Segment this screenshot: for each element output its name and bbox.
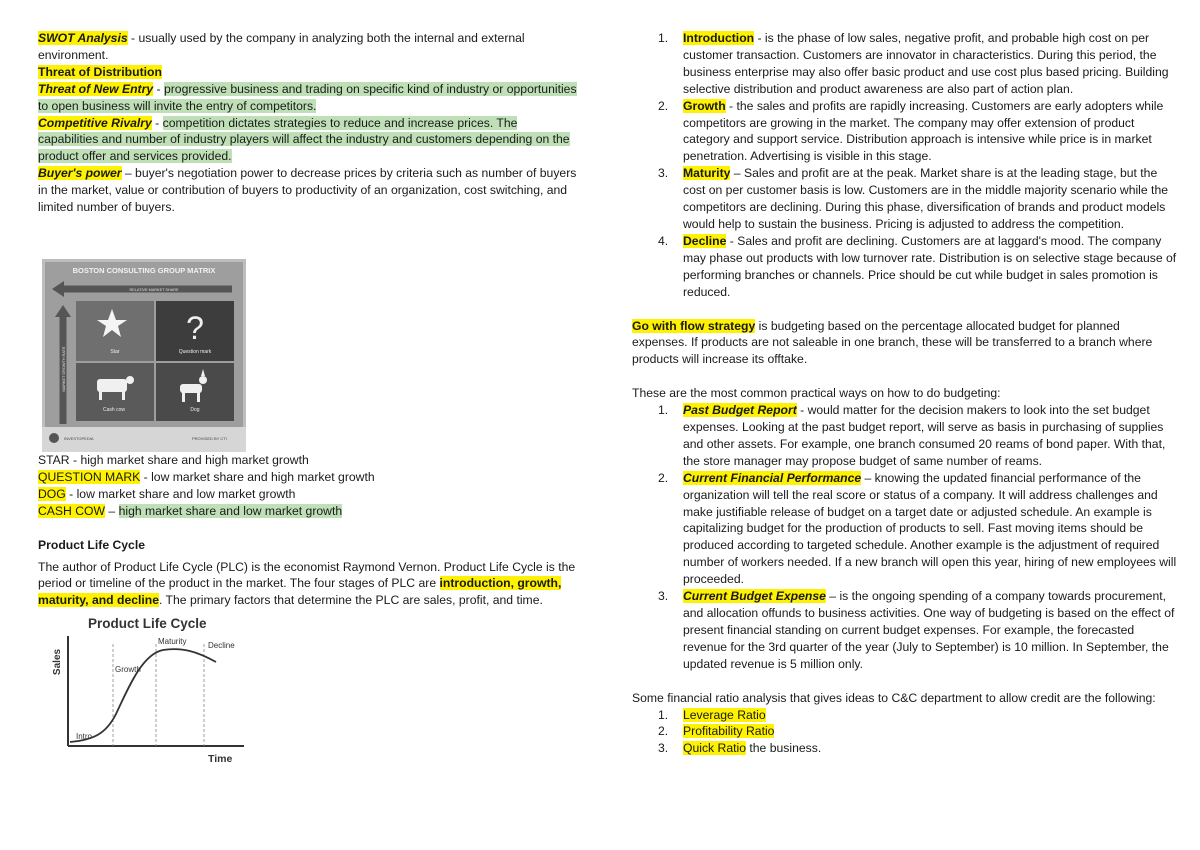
plc-heading: Product Life Cycle xyxy=(38,537,146,552)
plc-chart-xlabel: Time xyxy=(208,753,233,765)
plc-curve xyxy=(70,649,216,742)
budget-intro: These are the most common practical ways on how to do budgeting: xyxy=(632,386,1001,401)
bcg-footer: INVESTOPEDIA xyxy=(64,435,94,441)
plc-stage-growth: Growth xyxy=(115,665,141,675)
plc-stage-maturity: Maturity xyxy=(158,637,187,647)
plc-stage-intro: Intro xyxy=(76,732,93,742)
plc-stages: introduction, growth, maturity, and decline xyxy=(38,576,562,608)
flow-term: Go with flow strategy xyxy=(632,318,756,333)
plc-chart-title: Product Life Cycle xyxy=(88,616,207,632)
list-item: 1. Leverage Ratio xyxy=(658,707,766,722)
left-column xyxy=(38,30,578,764)
bcg-footer-right: PROVIDED BY CTI xyxy=(192,435,227,441)
bcg-dog-label: Dog xyxy=(190,406,200,413)
flow-paragraph: Go with flow strategy is budgeting based on the percentage allocated budget for planned expenses. If products are not saleable in one branch, these will be transferred to a branch where products will increase its offtake. xyxy=(632,318,1153,367)
bcg-title: BOSTON CONSULTING GROUP MATRIX xyxy=(72,265,216,275)
rivalry-term: Competitive Rivalry xyxy=(38,115,152,130)
bcg-question-label: Question mark xyxy=(178,348,212,355)
bcg-side-axis: MARKET GROWTH RATE xyxy=(62,346,66,392)
list-item: 1. Introduction - is the phase of low sales, negative profit, and probable high cost on per customer transaction. Customers are innovator in characteristics. During this period, the business enterprise may also offer basic product and use cost plus based pricing. Building selective distribution and product awareness are also part of action plan. xyxy=(658,31,1169,96)
new-entry-term: Threat of New Entry xyxy=(38,81,154,96)
plc-chart-image xyxy=(38,614,250,764)
budget-list xyxy=(632,402,1177,673)
list-item: 1. Past Budget Report - would matter for the decision makers to look into the set budget expenses. Looking at the past budget report, will serve as basis in purchasing of supplies and other assets. For example, one branch consumed 20 reams of bond paper. With that, the store manager may propose budget of same number of reams. xyxy=(658,403,1166,468)
buyers-term: Buyer's power xyxy=(38,166,122,181)
list-item: 4. Decline - Sales and profit are declining. Customers are at laggard's mood. The company may phase out products with low turnover rate. Distribution is on selective stage because of performing branches or channels. Price should be cut while budget in sales promotion is reduced. xyxy=(658,233,1177,299)
rivalry-paragraph: Competitive Rivalry - competition dictates strategies to reduce and increase prices. The capabilities and number of industry players will affect the industry and customers depending on the product offer and services provided. xyxy=(38,115,570,164)
swot-term: SWOT Analysis xyxy=(38,31,128,45)
list-item: 2. Profitability Ratio xyxy=(658,724,775,739)
plc-paragraph: The author of Product Life Cycle (PLC) is the economist Raymond Vernon. Product Life Cycle is the period or timeline of the product in the market. The four stages of PLC are introduction, growth, maturity, and decline. The primary factors that determine the PLC are sales, profit, and time. xyxy=(38,559,576,608)
plc-chart-ylabel: Sales xyxy=(52,649,63,676)
dog-line: DOG - low market share and low market growth xyxy=(38,486,296,501)
list-item: 3. Maturity – Sales and profit are at the peak. Market share is at the leading stage, but the cost on per customer basis is low. Customers are in the middle majority scenario while the competitors are declining. During this phase, diversification of brands and product models would help to sustain the business. Pricing is adjusted to address the competition. xyxy=(658,166,1168,231)
list-item: 3. Current Budget Expense – is the ongoing spending of a company towards procurement, and allocation offunds to business activities. One way of budgeting is based on the effect of present financial standing on current budget expenses. For example, the forecasted revenue for the 3rd quarter of the year (July to September) is 10 million. In September, the updated revenue is 5 million only. xyxy=(658,589,1175,671)
new-entry-text: progressive business and trading on specific kind of industry or opportunities to open business will invite the entry of competitors. xyxy=(38,81,577,113)
bcg-cow-label: Cash cow xyxy=(103,406,125,413)
new-entry-paragraph: Threat of New Entry - progressive business and trading on specific kind of industry or opportunities to open business will invite the entry of competitors. xyxy=(38,81,577,113)
buyers-paragraph xyxy=(38,165,578,216)
list-item: 2. Growth - the sales and profits are rapidly increasing. Customers are early adopters while competitors are growing in the market. The company may offer extension of product category and support service. Distribution approach is intensive while price is in market penetration. Advertising is visible in this stage. xyxy=(658,98,1164,164)
ratio-intro: Some financial ratio analysis that gives ideas to C&C department to allow credit are the following: xyxy=(632,690,1156,705)
bcg-top-axis: RELATIVE MARKET SHARE xyxy=(129,287,179,292)
bcg-star-label: Star xyxy=(110,348,120,355)
list-item: 3. Quick Ratio the business. xyxy=(658,741,822,756)
plc-stage-decline: Decline xyxy=(208,641,235,651)
buyers-text: – buyer's negotiation power to decrease prices by criteria such as number of buyers in the market, value or contribution of buyers to productivity of an organization, cost switching, and limited number of buyers. xyxy=(38,166,577,215)
swot-text: - usually used by the company in analyzing both the internal and external environment. xyxy=(38,31,525,62)
star-line: STAR - high market share and high market growth xyxy=(38,452,309,467)
right-column xyxy=(632,30,1177,757)
question-mark-icon: ? xyxy=(186,309,204,346)
swot-paragraph xyxy=(38,30,578,64)
threat-heading: Threat of Distribution xyxy=(38,64,162,79)
bcg-matrix-image xyxy=(42,259,246,452)
list-item: 2. Current Financial Performance – knowing the updated financial performance of the organization will tell the real score or status of a company. It will address challenges and make justifiable release of budget on a target date or adjusted schedule. An example is capitalizing budget for the production of products to sell. Fast moving items should be produced according to targeted schedule. Another example is the adjustment of required number of workers needed. If a new branch will open this year, hiring of new employees will proceeded. xyxy=(658,470,1177,587)
plc-stages-list xyxy=(632,30,1177,301)
rivalry-text: competition dictates strategies to reduce and increase prices. The capabilities and number of industry players will affect the industry and customers depending on the product offer and services provided. xyxy=(38,115,570,164)
ratio-list xyxy=(632,707,1177,758)
cow-line: CASH COW – high market share and low market growth xyxy=(38,503,343,518)
question-line: QUESTION MARK - low market share and high market growth xyxy=(38,469,375,484)
